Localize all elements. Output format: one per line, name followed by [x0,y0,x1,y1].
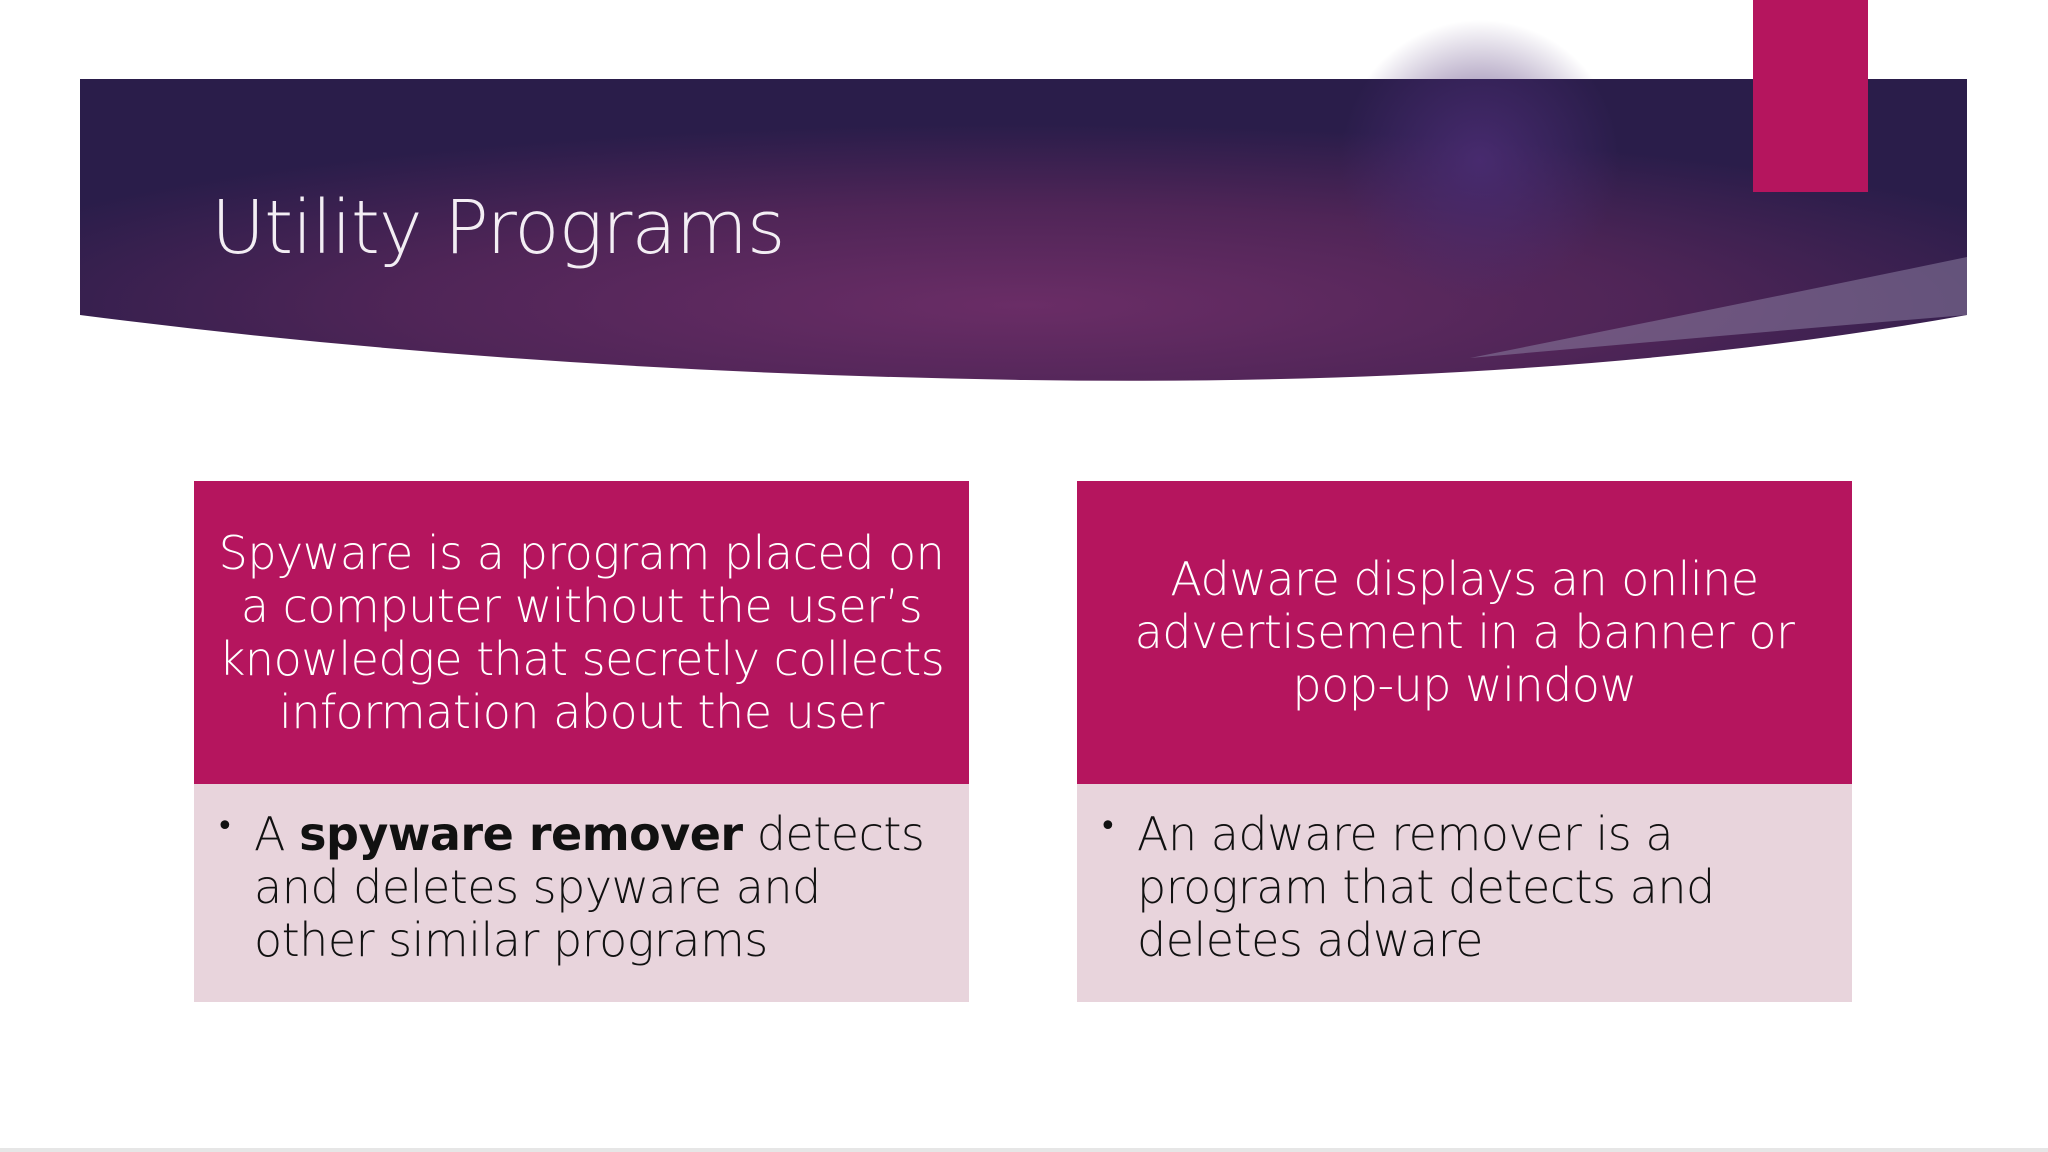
spyware-card-body [194,784,969,1002]
adware-definition: Adware displays an online advertisement in a banner or pop-up window [1134,552,1795,712]
accent-tab [1753,0,1868,192]
spyware-bullet-rest: detects and deletes spyware and other similar programs [254,807,925,967]
spyware-definition: Spyware is a program placed on a computer without the user’s knowledge that secretly collects information about the user [218,525,945,739]
spyware-bullet-prefix: A [254,807,300,861]
adware-card-header [1077,481,1852,784]
spyware-card-header [194,481,969,784]
bullet-icon: • [1099,809,1117,844]
adware-card [1077,481,1852,1002]
adware-bullet-text: An adware remover is a program that detects and deletes adware [1137,807,1715,967]
bullet-icon: • [216,809,234,844]
adware-bullet [1099,808,1822,967]
adware-card-body [1077,784,1852,1002]
slide-title: Utility Programs [211,185,785,271]
spyware-bullet [216,808,939,967]
spyware-bullet-text [254,808,939,967]
spyware-remover-term: spyware remover [299,807,743,861]
spyware-card [194,481,969,1002]
bottom-divider [0,1148,2048,1152]
